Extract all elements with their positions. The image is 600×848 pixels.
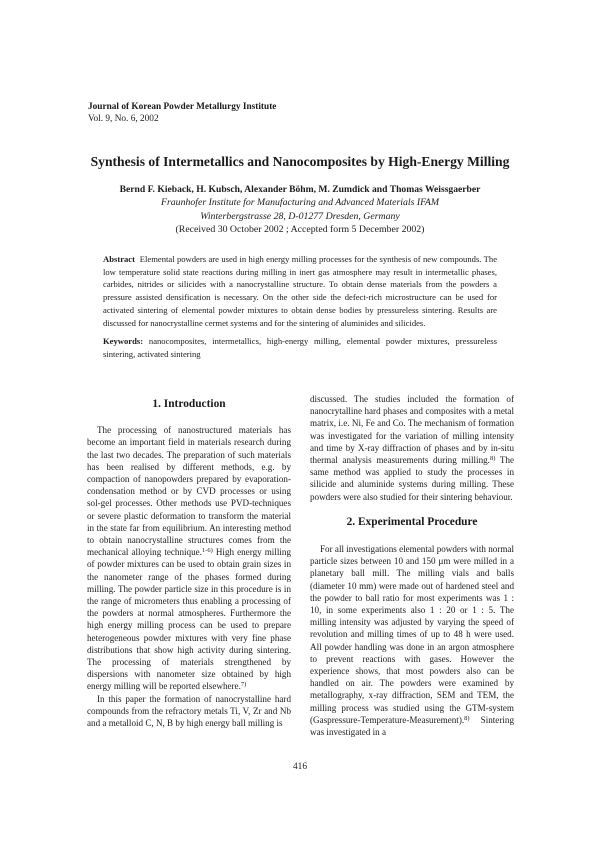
citation-8b: 8): [464, 714, 470, 722]
affiliation: [60, 196, 540, 237]
journal-header: [88, 101, 276, 125]
journal-name: Journal of Korean Powder Metallurgy Institute: [88, 102, 277, 112]
intro-paragraph-2: In this paper the formation of nanocrystalline hard compounds from the refractory metals Ti, V, Zr and Nb and a metalloid C, N, B by high energy ball milling is: [87, 693, 291, 729]
intro-cont-text-a: discussed. The studies included the formation of nanocrytalline hard phases and composites with a metal matrix, i.e. Ni, Fe and Co. The mechanism of formation was investigated for the variation of milling intensity and time by X-ray diffraction of phases and by in-situ thermal analysis measurements during milling.: [310, 394, 514, 466]
citation-8: 8): [489, 455, 496, 463]
intro-paragraph-1: [87, 424, 291, 692]
abstract-text: Elemental powders are used in high energy milling processes for the synthesis of new compounds. The low temperature solid state reactions during milling in inert gas atmosphere may result in intermetallic phases, carbides, nitrides or silicides with a nanocrystalline structure. To obtain dense materials from the powders a pressure assisted densification is necessary. On the other side the defect-rich microstructure can be used for activated sintering of elemental powder mixtures to obtain dense bodies by pressureless sintering. Results are discussed for nanocrystalline cermet systems and for the sintering of aluminides and silicides.: [103, 254, 498, 328]
keywords-label: Keywords:: [103, 336, 144, 346]
exp-p1-text-b: Sintering was investigated in a: [310, 714, 514, 738]
intro-p1-text-a: The processing of nanostructured materials has become an important field in materials research during the last two decades. The preparation of such materials has been realised by different methods, e.g. by compaction of nanopowders prepared by evaporation-condensation method or by CVD processes or using sol-gel processes. Other methods use PVD-techniques or severe plastic deformation to transform the material in the state far from equilibrium. An interesting method to obtain nanocrystalline structures comes from the mechanical alloying technique.: [87, 425, 291, 558]
keywords-text: nanocomposites, intermetallics, high-energy milling, elemental powder mixtures, pressureless sintering, activated sintering: [103, 336, 497, 359]
journal-volume: Vol. 9, No. 6, 2002: [88, 114, 159, 124]
section-heading-experimental: 2. Experimental Procedure: [346, 515, 478, 528]
intro-paragraph-continued: [310, 393, 514, 503]
keywords: [103, 335, 497, 360]
citation-7: 7): [240, 681, 247, 689]
intro-cont-text-b: The same method was applied to study the processes in silicide and aluminide systems during milling. These powders were also studied for their sintering behaviour.: [310, 455, 514, 502]
page-number: 416: [293, 762, 307, 772]
exp-p1-text-a: For all investigations elemental powders with normal particle sizes between 10 and 150 μm were milled in a planetary ball mill. The milling vials and balls (diameter 10 mm) were made out of hardened steel and the powder to ball ratio for most experiments was 1 : 10, in some experiments also 1 : 20 or 1 : 5. The milling intensity was adjusted by varying the speed of revolution and milling times of up to 48 h were used. All powder handling was done in an argon atmosphere to prevent reactions with gases. However the experience shows, that most powders also can be handled on air. The powders were examined by metallography, x-ray diffraction, SEM and TEM, the milling process was studied using the GTM-system (Gaspressure-Temperature-Measurement).: [310, 544, 514, 725]
experimental-paragraph-1: [310, 543, 514, 738]
received-dates: (Received 30 October 2002 ; Accepted form 5 December 2002): [175, 224, 425, 235]
intro-p1-text-b: High energy milling of powder mixtures can be used to obtain grain sizes in the nanometer range of the phases formed during milling. The powder particle size in this procedure is in the range of micrometers thus enabling a processing of the powders at normal atmospheres. Furthermore the high energy milling process can be used to prepare heterogeneous powder mixtures with very fine phase distributions that show high activity during sintering. The processing of materials strengthened by dispersions with nanometer size obtained by high energy milling will be reported elsewhere.: [87, 547, 292, 692]
citation-1-6: 1-6): [201, 547, 213, 555]
abstract-label: Abstract: [103, 254, 135, 264]
institute: Fraunhofer Institute for Manufacturing and Advanced Materials IFAM: [160, 197, 439, 208]
authors: Bernd F. Kieback, H. Kubsch, Alexander Böhm, M. Zumdick and Thomas Weissgaerber: [119, 184, 481, 195]
paper-title: Synthesis of Intermetallics and Nanocomposites by High-Energy Milling: [90, 154, 510, 169]
left-column: [87, 393, 291, 729]
right-column: [310, 393, 514, 738]
abstract: [103, 253, 497, 329]
section-heading-introduction: 1. Introduction: [152, 398, 226, 410]
address: Winterbergstrasse 28, D-01277 Dresden, Germany: [200, 210, 400, 222]
